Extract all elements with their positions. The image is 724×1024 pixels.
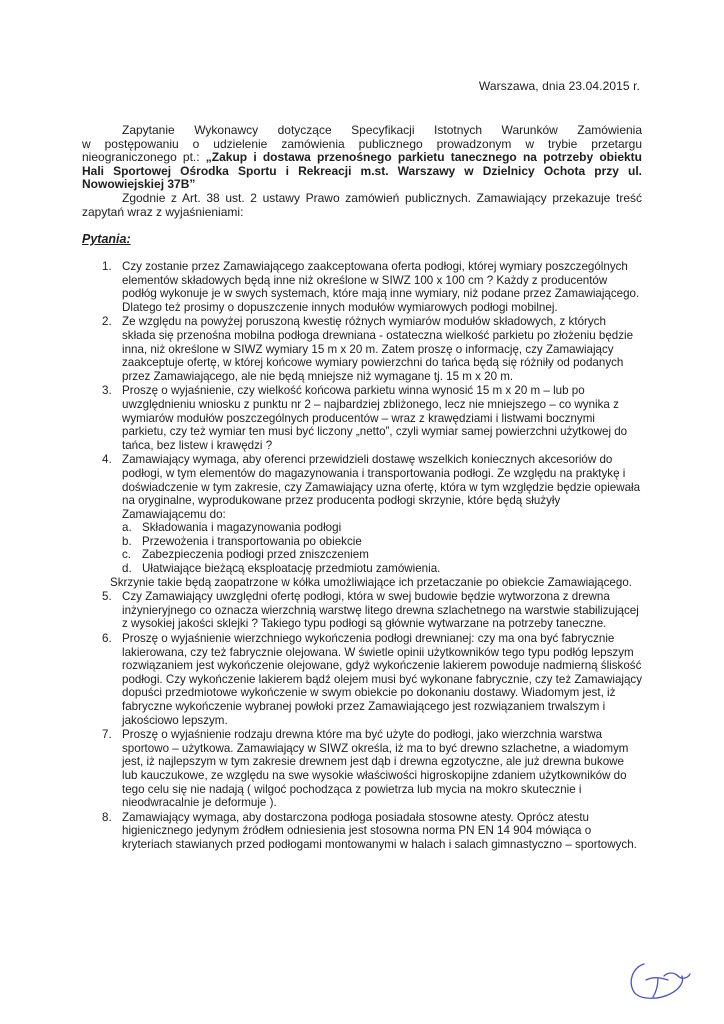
question-number: 2.: [102, 315, 112, 329]
intro-line-2: w postępowaniu o udzielenie zamówienia publicznego prowadzonym w trybie przetargu: [82, 136, 642, 151]
legal-basis-line-1: Zgodnie z Art. 38 ust. 2 ustawy Prawo zamówień publicznych. Zamawiający przekazuje treść: [122, 190, 642, 205]
question-text: Ze względu na powyżej poruszoną kwestię różnych wymiarów modułów składowych, z których składa się przenośna mobilna podłoga drewniana - ostateczna wielkość parkietu po złożeniu będzie inna, niż określone w SIWZ wymiary 15 m x 20 m. Zatem proszę o informację, czy Zamawiający zaakceptuje ofertę, w której końcowe wymiary powierzchni do tańca będą się różniły od podanych przez Zamawiającego, ale nie będą mniejsze niż wymagane tj. 15 m x 20 m.: [122, 315, 634, 383]
question-8: [82, 811, 642, 852]
question-4: [82, 453, 642, 589]
handwritten-signature: [624, 956, 694, 1002]
intro-line-1: Zapytanie Wykonawcy dotyczące Specyfikacji Istotnych Warunków Zamówienia: [122, 123, 642, 137]
question-text: Zamawiający wymaga, aby dostarczona podłoga posiadała stosowne atesty. Oprócz atestu higienicznego jedynym źródłem odniesienia jest stosowna norma PN EN 14 904 mówiąca o kryteriach stawianych przed podłogami montowanymi w halach i salach gimnastyczno – sportowych.: [122, 810, 637, 851]
signature-stroke: [646, 973, 690, 997]
sub-item-text: Ułatwiające bieżącą eksploatację przedmiotu zamówienia.: [142, 562, 441, 576]
sub-item-text: Przewożenia i transportowania po obiekcie: [142, 534, 362, 548]
question-text: Proszę o wyjaśnienie wierzchniego wykończenia podłogi drewnianej: czy ma ona być fabrycznie lakierowana, czy też fabrycznie olejowana. W świetle opinii użytkowników tego typu podłóg lepszym rozwiązaniem jest wykończenie olejowane, gdyż wykończenie lakierem powoduje nadmierną śliskość podłogi. Czy wykończenie lakierem bądź olejem musi być wykonane fabrycznie, czy też Zamawiający dopuści przedmiotowe wykończenie w swym obiekcie po dokonaniu dostawy. Wiadomym jest, iż fabryczne wykończenie wybranej powłoki przez Zamawiającego jest rozwiązaniem trwalszym i jakościowo lepszym.: [122, 632, 643, 727]
question-5: [82, 590, 642, 631]
question-2: [82, 315, 642, 383]
questions-heading: Pytania:: [82, 232, 131, 246]
question-number: 7.: [102, 728, 112, 742]
question-text: Zamawiający wymaga, aby oferenci przewidzieli dostawę wszelkich koniecznych akcesoriów do podłogi, w tym elementów do magazynowania i transportowania podłogi. Ze względu na praktykę i doświadczenie w tym zakresie, czy Zamawiający uzna ofertę, która w tym względzie będzie opiewała na oryginalne, wyprodukowane przez producenta podłogi skrzynie, które będą służyły Zamawiającemu do:: [122, 453, 641, 521]
question-number: 3.: [102, 384, 112, 398]
question-number: 5.: [102, 590, 112, 604]
signature-stroke: [631, 964, 682, 998]
question-text: Czy zostanie przez Zamawiającego zaakceptowana oferta podłogi, której wymiary poszczególnych elementów składowych będą inne niż określone w SIWZ 100 x 100 cm ? Każdy z producentów podłóg wykonuje je w swych systemach, które mają inne wymiary, niż podane przez Zamawiającego. Dlatego też prosimy o dopuszczenie innych modułów wymiarowych podłogi mobilnej.: [122, 260, 640, 314]
tender-title-part-3: Nowowiejskiej 37B”: [82, 177, 196, 192]
sub-item-c: [122, 548, 642, 562]
sub-item-b: [122, 535, 642, 549]
question-1: [82, 260, 642, 314]
intro-line-3-plain: nieograniczonego pt.:: [82, 150, 200, 165]
accessory-purpose-list: [122, 521, 642, 575]
question-6: [82, 632, 642, 727]
date-line: Warszawa, dnia 23.04.2015 r.: [478, 79, 640, 93]
sub-item-letter: b.: [122, 534, 132, 548]
tender-title-part-2: Hali Sportowej Ośrodka Sportu i Rekreacji m.st. Warszawy w Dzielnicy Ochota przy ul.: [82, 163, 642, 178]
sub-item-letter: a.: [122, 521, 132, 535]
intro-line-5: [82, 178, 642, 192]
question-text: Proszę o wyjaśnienie, czy wielkość końcowa parkietu winna wynosić 15 m x 20 m – lub po uwzględnieniu wniosku z punktu nr 2 – najbardziej zbliżonego, lecz nie mniejszego – co wynika z wymiarów modułów poszczególnych producentów – wraz z krawędziami i listwami bocznymi parkietu, czy też wymiar ten musi być liczony „netto”, czyli wymiar samej powierzchni użytkowej do tańca, bez listew i krawędzi ?: [122, 384, 628, 452]
tender-title-part-1: „Zakup i dostawa przenośnego parkietu tanecznego na potrzeby obiektu: [205, 150, 642, 165]
intro-line-3: [82, 151, 642, 165]
question-number: 1.: [102, 260, 112, 273]
sub-item-d: [122, 562, 642, 576]
question-number: 4.: [102, 453, 112, 467]
sub-item-text: Zabezpieczenia podłogi przed zniszczeniem: [142, 548, 369, 562]
question-number: 8.: [102, 810, 112, 824]
sub-item-letter: d.: [122, 562, 132, 576]
question-text: Proszę o wyjaśnienie rodzaju drewna które ma być użyte do podłogi, jako wierzchnia warstwa sportowo – użytkowa. Zamawiający w SIWZ określa, iż ma to być drewno szlachetne, a wiadomym jest, iż najlepszym w tym zakresie drewnem jest dąb i drewna egzotyczne, ale już drewna bukowe lub kauczukowe, ze względu na swe wysokie właściwości higroskopijne zdaniem użytkowników do tego celu się nie nadają ( wilgoć pochodząca z powietrza lub mycia na mokro skutecznie i nieodwracalnie je deformuje ).: [122, 728, 629, 810]
question-3: [82, 384, 642, 452]
question-7: [82, 728, 642, 810]
intro-paragraph: [82, 124, 642, 219]
sub-item-text: Składowania i magazynowania podłogi: [142, 521, 342, 535]
intro-line-4: [82, 165, 642, 179]
sub-item-a: [122, 521, 642, 535]
question-text: Czy Zamawiający uwzględni ofertę podłogi, która w swej budowie będzie wytworzona z drewna inżynieryjnego co oznacza wierzchnią warstwę litego drewna szlachetnego na warstwie stabilizującej z wysokiej jakości sklejki ? Takiego typu podłogi są głównie wytwarzane na potrzeby taneczne.: [122, 590, 639, 631]
legal-basis-line-2: zapytań wraz z wyjaśnieniami:: [82, 204, 244, 219]
questions-list: [82, 260, 642, 853]
sub-item-letter: c.: [122, 548, 132, 562]
question-number: 6.: [102, 632, 112, 646]
question-4-trailing-text: Skrzynie takie będą zaopatrzone w kółka umożliwiające ich przetaczanie po obiekcie Zamawiającego.: [110, 575, 632, 589]
